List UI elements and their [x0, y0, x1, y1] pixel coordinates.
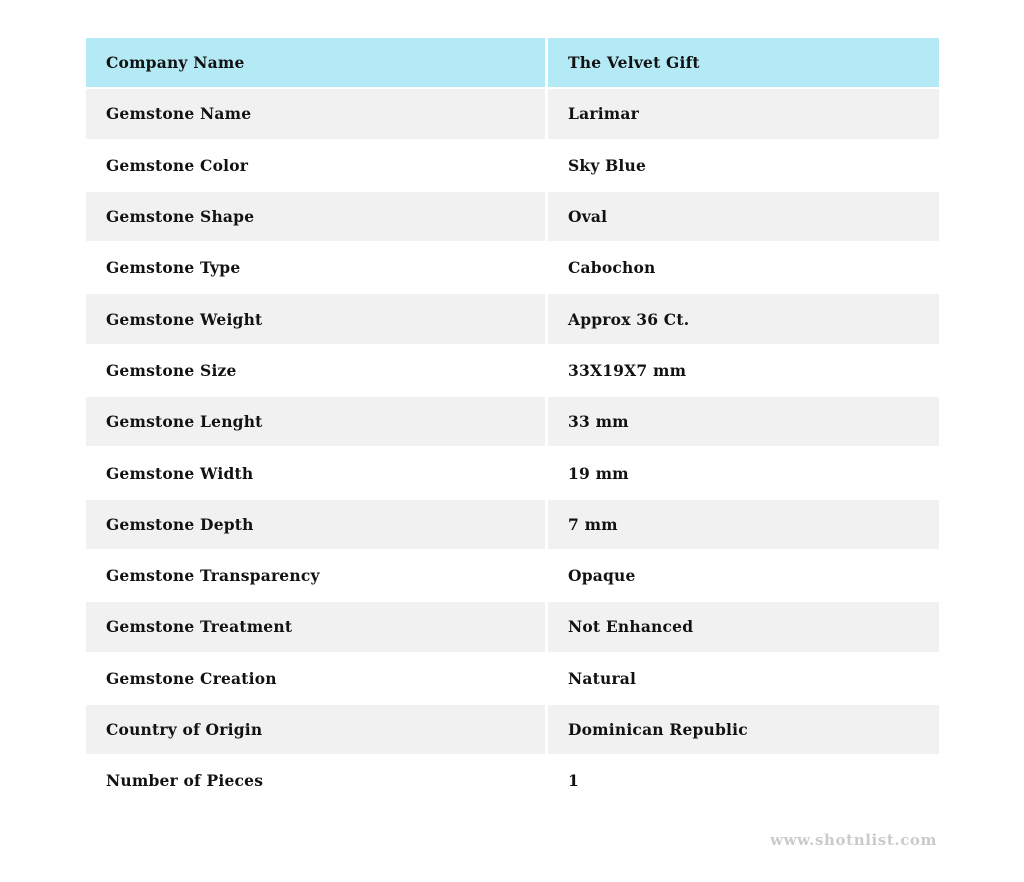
- spec-value-cell: Not Enhanced: [548, 602, 939, 651]
- spec-value-cell: 7 mm: [548, 500, 939, 549]
- spec-value-cell: Approx 36 Ct.: [548, 294, 939, 343]
- spec-value-cell: 1: [548, 756, 939, 805]
- spec-label-cell: Number of Pieces: [86, 756, 545, 805]
- spec-label-cell: Gemstone Shape: [86, 192, 545, 241]
- spec-value-cell: 33X19X7 mm: [548, 346, 939, 395]
- spec-value-cell: 19 mm: [548, 448, 939, 497]
- spec-value-cell: Opaque: [548, 551, 939, 600]
- spec-label-cell: Country of Origin: [86, 705, 545, 754]
- spec-label-cell: Gemstone Color: [86, 141, 545, 190]
- spec-value-cell: Sky Blue: [548, 141, 939, 190]
- spec-value-cell: Oval: [548, 192, 939, 241]
- spec-label-cell: Gemstone Name: [86, 89, 545, 138]
- spec-value-cell: Larimar: [548, 89, 939, 138]
- spec-value-cell: 33 mm: [548, 397, 939, 446]
- spec-label-cell: Gemstone Lenght: [86, 397, 545, 446]
- spec-value-cell: The Velvet Gift: [548, 38, 939, 87]
- watermark-text: www.shotnlist.com: [770, 831, 937, 849]
- spec-value-cell: Natural: [548, 654, 939, 703]
- spec-label-cell: Gemstone Type: [86, 243, 545, 292]
- spec-label-cell: Gemstone Width: [86, 448, 545, 497]
- spec-label-cell: Gemstone Size: [86, 346, 545, 395]
- spec-label-cell: Gemstone Depth: [86, 500, 545, 549]
- spec-label-cell: Company Name: [86, 38, 545, 87]
- spec-value-cell: Cabochon: [548, 243, 939, 292]
- spec-value-cell: Dominican Republic: [548, 705, 939, 754]
- spec-label-cell: Gemstone Creation: [86, 654, 545, 703]
- gemstone-spec-table: [86, 38, 939, 805]
- spec-label-cell: Gemstone Treatment: [86, 602, 545, 651]
- spec-label-cell: Gemstone Weight: [86, 294, 545, 343]
- spec-label-cell: Gemstone Transparency: [86, 551, 545, 600]
